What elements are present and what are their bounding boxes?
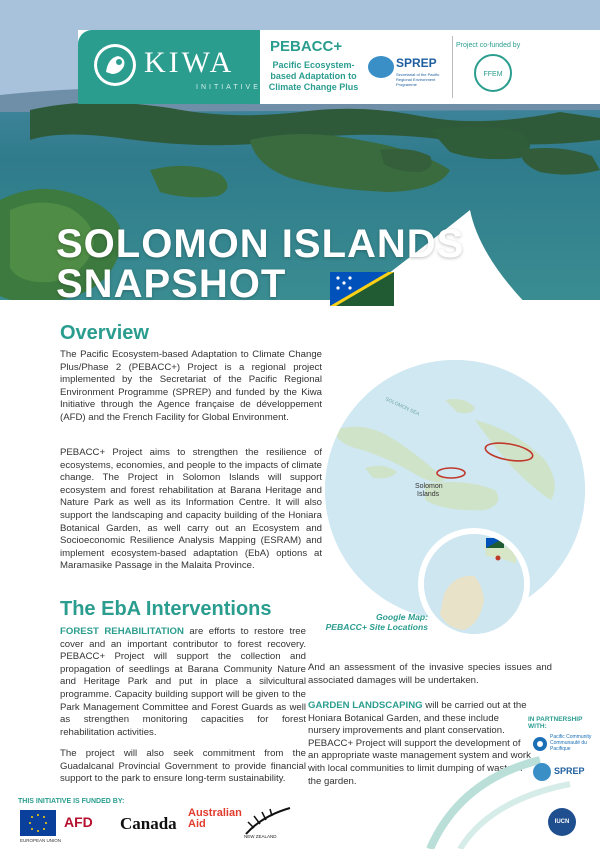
page-title xyxy=(56,224,536,304)
map-caption-line-2: PEBACC+ Site Locations xyxy=(325,622,428,632)
header-divider xyxy=(452,36,453,98)
sustainability-paragraph: The project will also seek commitment from the Guadalcanal Provincial Government to provide financial support to the park to ensure long-term sustainability. xyxy=(60,748,306,785)
forest-rehab-text: are efforts to restore tree cover and an important contributor to forest recovery. PEBACC+ Project will support the collection and propagation of seedlings at Barana Community Nature and Heritage Park and put in place a silvicultural programme. Capacity building support will be given to the Park Management Committee and Forest Guards as well as strengthen monitoring capacities for forest rehabilitation activities. xyxy=(60,626,306,738)
kiwa-subtitle: INITIATIVE xyxy=(196,84,261,91)
overview-paragraph-2: PEBACC+ Project aims to strengthen the resilience of ecosystems, economies, and people to the impacts of climate change. The Project in Solomon Islands will support ecosystem and forest rehabilitation at Barana Heritage and Nature Park as well as its Information Centre. It will also support the landscaping and capacity building of the Honiara Botanical Garden, as well carry out an Ecosystem and Socioeconomic Resilience Analysis Mapping (ESRAM) and implement ecosystem-based adaptation (EbA) options at Maramasike Passage in the Malaita Province. xyxy=(60,447,322,572)
title-line-2: SNAPSHOT xyxy=(56,262,287,306)
pebacc-subtitle: Pacific Ecosystem-based Adaptation to Climate Change Plus xyxy=(268,60,359,92)
map-caption xyxy=(310,612,428,632)
sprep-logo-icon xyxy=(368,56,394,78)
iucn-logo: IUCN xyxy=(548,808,576,836)
sprep-partner-name: SPREP xyxy=(554,766,585,776)
partnership-label: IN PARTNERSHIP WITH: xyxy=(528,716,583,730)
nz-label: NEW ZEALAND xyxy=(244,834,277,839)
sprep-wordmark: SPREP xyxy=(396,56,437,70)
eu-flag-icon xyxy=(20,810,56,836)
eba-heading: The EbA Interventions xyxy=(60,598,272,620)
map-label-islands: Islands xyxy=(417,491,440,498)
pebacc-title: PEBACC+ xyxy=(270,38,343,55)
kiwa-wordmark: KIWA xyxy=(144,46,235,79)
map-label-sea: SOLOMON SEA xyxy=(384,396,421,418)
overview-paragraph-1: The Pacific Ecosystem-based Adaptation to Climate Change Plus/Phase 2 (PEBACC+) Project is a regional project implemented by the Secretariat of the Pacific Regional Environment Programme (SPREP) and funded by the Kiwa Initiative through the Agence française de développement (AFD) and the French Facility for Global Environment. xyxy=(60,349,322,423)
solomon-flag-icon xyxy=(330,272,394,306)
cofund-label: Project co-funded by xyxy=(456,42,521,49)
canada-logo: Canada xyxy=(120,814,177,833)
forest-rehab-paragraph xyxy=(60,626,306,739)
inset-map xyxy=(418,528,530,640)
invasive-species-paragraph: And an assessment of the invasive species issues and associated damages will be undertaken. xyxy=(308,662,552,686)
sprep-partner-logo xyxy=(532,762,596,782)
map-label-solomon: Solomon xyxy=(415,483,443,490)
map-caption-line-1: Google Map: xyxy=(375,612,428,622)
overview-heading: Overview xyxy=(60,322,149,344)
australian-aid-logo: Australian Aid xyxy=(188,807,242,830)
ffem-logo: FFEM xyxy=(474,54,512,92)
sprep-subtitle: Secretariat of the Pacific Regional Environment Programme xyxy=(396,72,440,87)
garden-landscaping-text: will be carried out at the Honiara Botanical Garden, and these include nursery improvements and plant conservation. PEBACC+ Project will support the development of an appropriate waste management system and work with local communities to limit dumping of waste in the garden. xyxy=(308,700,531,787)
pacific-community-logo xyxy=(532,730,592,760)
funded-by-label: THIS INITIATIVE IS FUNDED BY: xyxy=(18,798,125,805)
afd-logo: AFD xyxy=(64,814,93,830)
forest-rehab-keyword: FOREST REHABILITATION xyxy=(60,626,184,637)
eu-label: EUROPEAN UNION xyxy=(20,838,62,843)
garden-landscaping-keyword: GARDEN LANDSCAPING xyxy=(308,700,423,711)
kiwa-emblem-icon xyxy=(94,44,136,86)
title-line-1: SOLOMON ISLANDS xyxy=(56,222,465,266)
pacific-community-name: Pacific Community Communauté du Pacifique xyxy=(550,734,592,752)
